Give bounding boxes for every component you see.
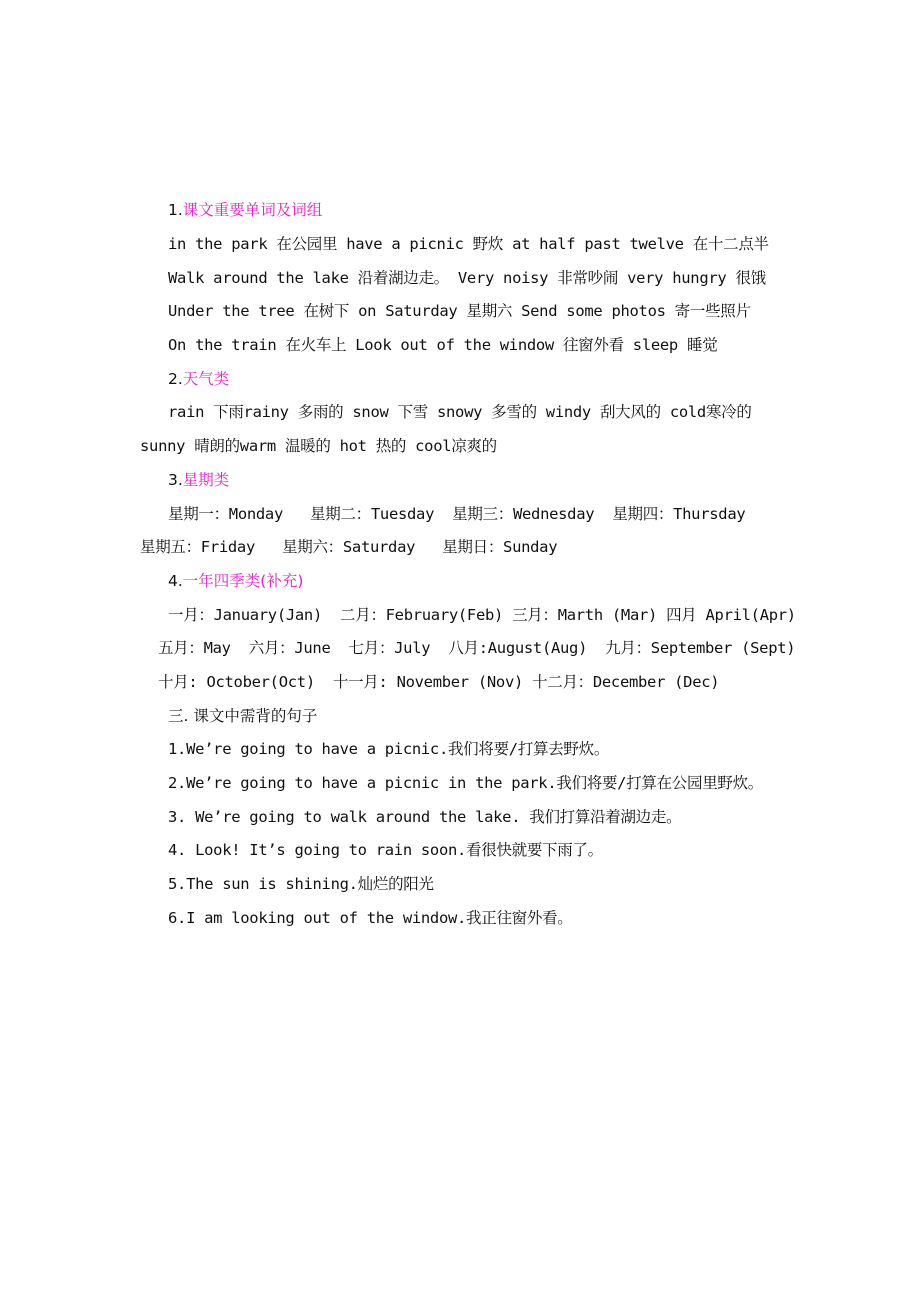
text-line: sunny 晴朗的warm 温暖的 hot 热的 cool凉爽的 [140,437,497,455]
text-line: On the train 在火车上 Look out of the window 往窗外看 sleep 睡觉 [168,336,718,354]
section-number: 2. [168,370,183,388]
section-title: 课文重要单词及词组 [182,201,323,219]
sentence-line: 6.I am looking out of the window.我正往窗外看。 [168,909,573,927]
section-heading-3 [168,470,229,490]
text-line: 星期一：Monday 星期二：Tuesday 星期三：Wednesday 星期四：Thursday [168,505,746,523]
section-heading-2 [168,369,229,389]
text-line: in the park 在公园里 have a picnic 野炊 at half past twelve 在十二点半 [168,235,769,253]
section-title: 天气类 [182,370,230,388]
section-title: 一年四季类(补充) [182,572,304,590]
sentence-line: 4. Look! It’s going to rain soon.看很快就要下雨了。 [168,841,603,859]
sentence-line: 2.We’re going to have a picnic in the park.我们将要/打算在公园里野炊。 [168,774,764,792]
text-line: 五月：May 六月：June 七月：July 八月:August(Aug) 九月：September (Sept) [158,639,796,657]
section-heading-4 [168,571,303,591]
sentence-line: 5.The sun is shining.灿烂的阳光 [168,875,434,893]
section-number: 3. [168,471,183,489]
text-line: 一月：January(Jan) 二月：February(Feb) 三月：Marth (Mar) 四月 April(Apr) [168,606,796,624]
sentence-line: 1.We’re going to have a picnic.我们将要/打算去野炊。 [168,740,610,758]
sentence-line: 3. We’re going to walk around the lake. 我们打算沿着湖边走。 [168,808,682,826]
text-line: Under the tree 在树下 on Saturday 星期六 Send some photos 寄一些照片 [168,302,751,320]
text-line: Walk around the lake 沿着湖边走。 Very noisy 非常吵闹 very hungry 很饿 [168,269,766,287]
section-number: 4. [168,572,183,590]
text-line: 十月: October(Oct) 十一月: November (Nov) 十二月：December (Dec) [158,673,720,691]
section-heading-5: 三. 课文中需背的句子 [168,707,318,725]
section-heading-1 [168,200,322,220]
section-number: 1. [168,201,183,219]
text-line: 星期五：Friday 星期六：Saturday 星期日：Sunday [140,538,558,556]
section-title: 星期类 [182,471,230,489]
text-line: rain 下雨rainy 多雨的 snow 下雪 snowy 多雪的 windy 刮大风的 cold寒冷的 [168,403,752,421]
